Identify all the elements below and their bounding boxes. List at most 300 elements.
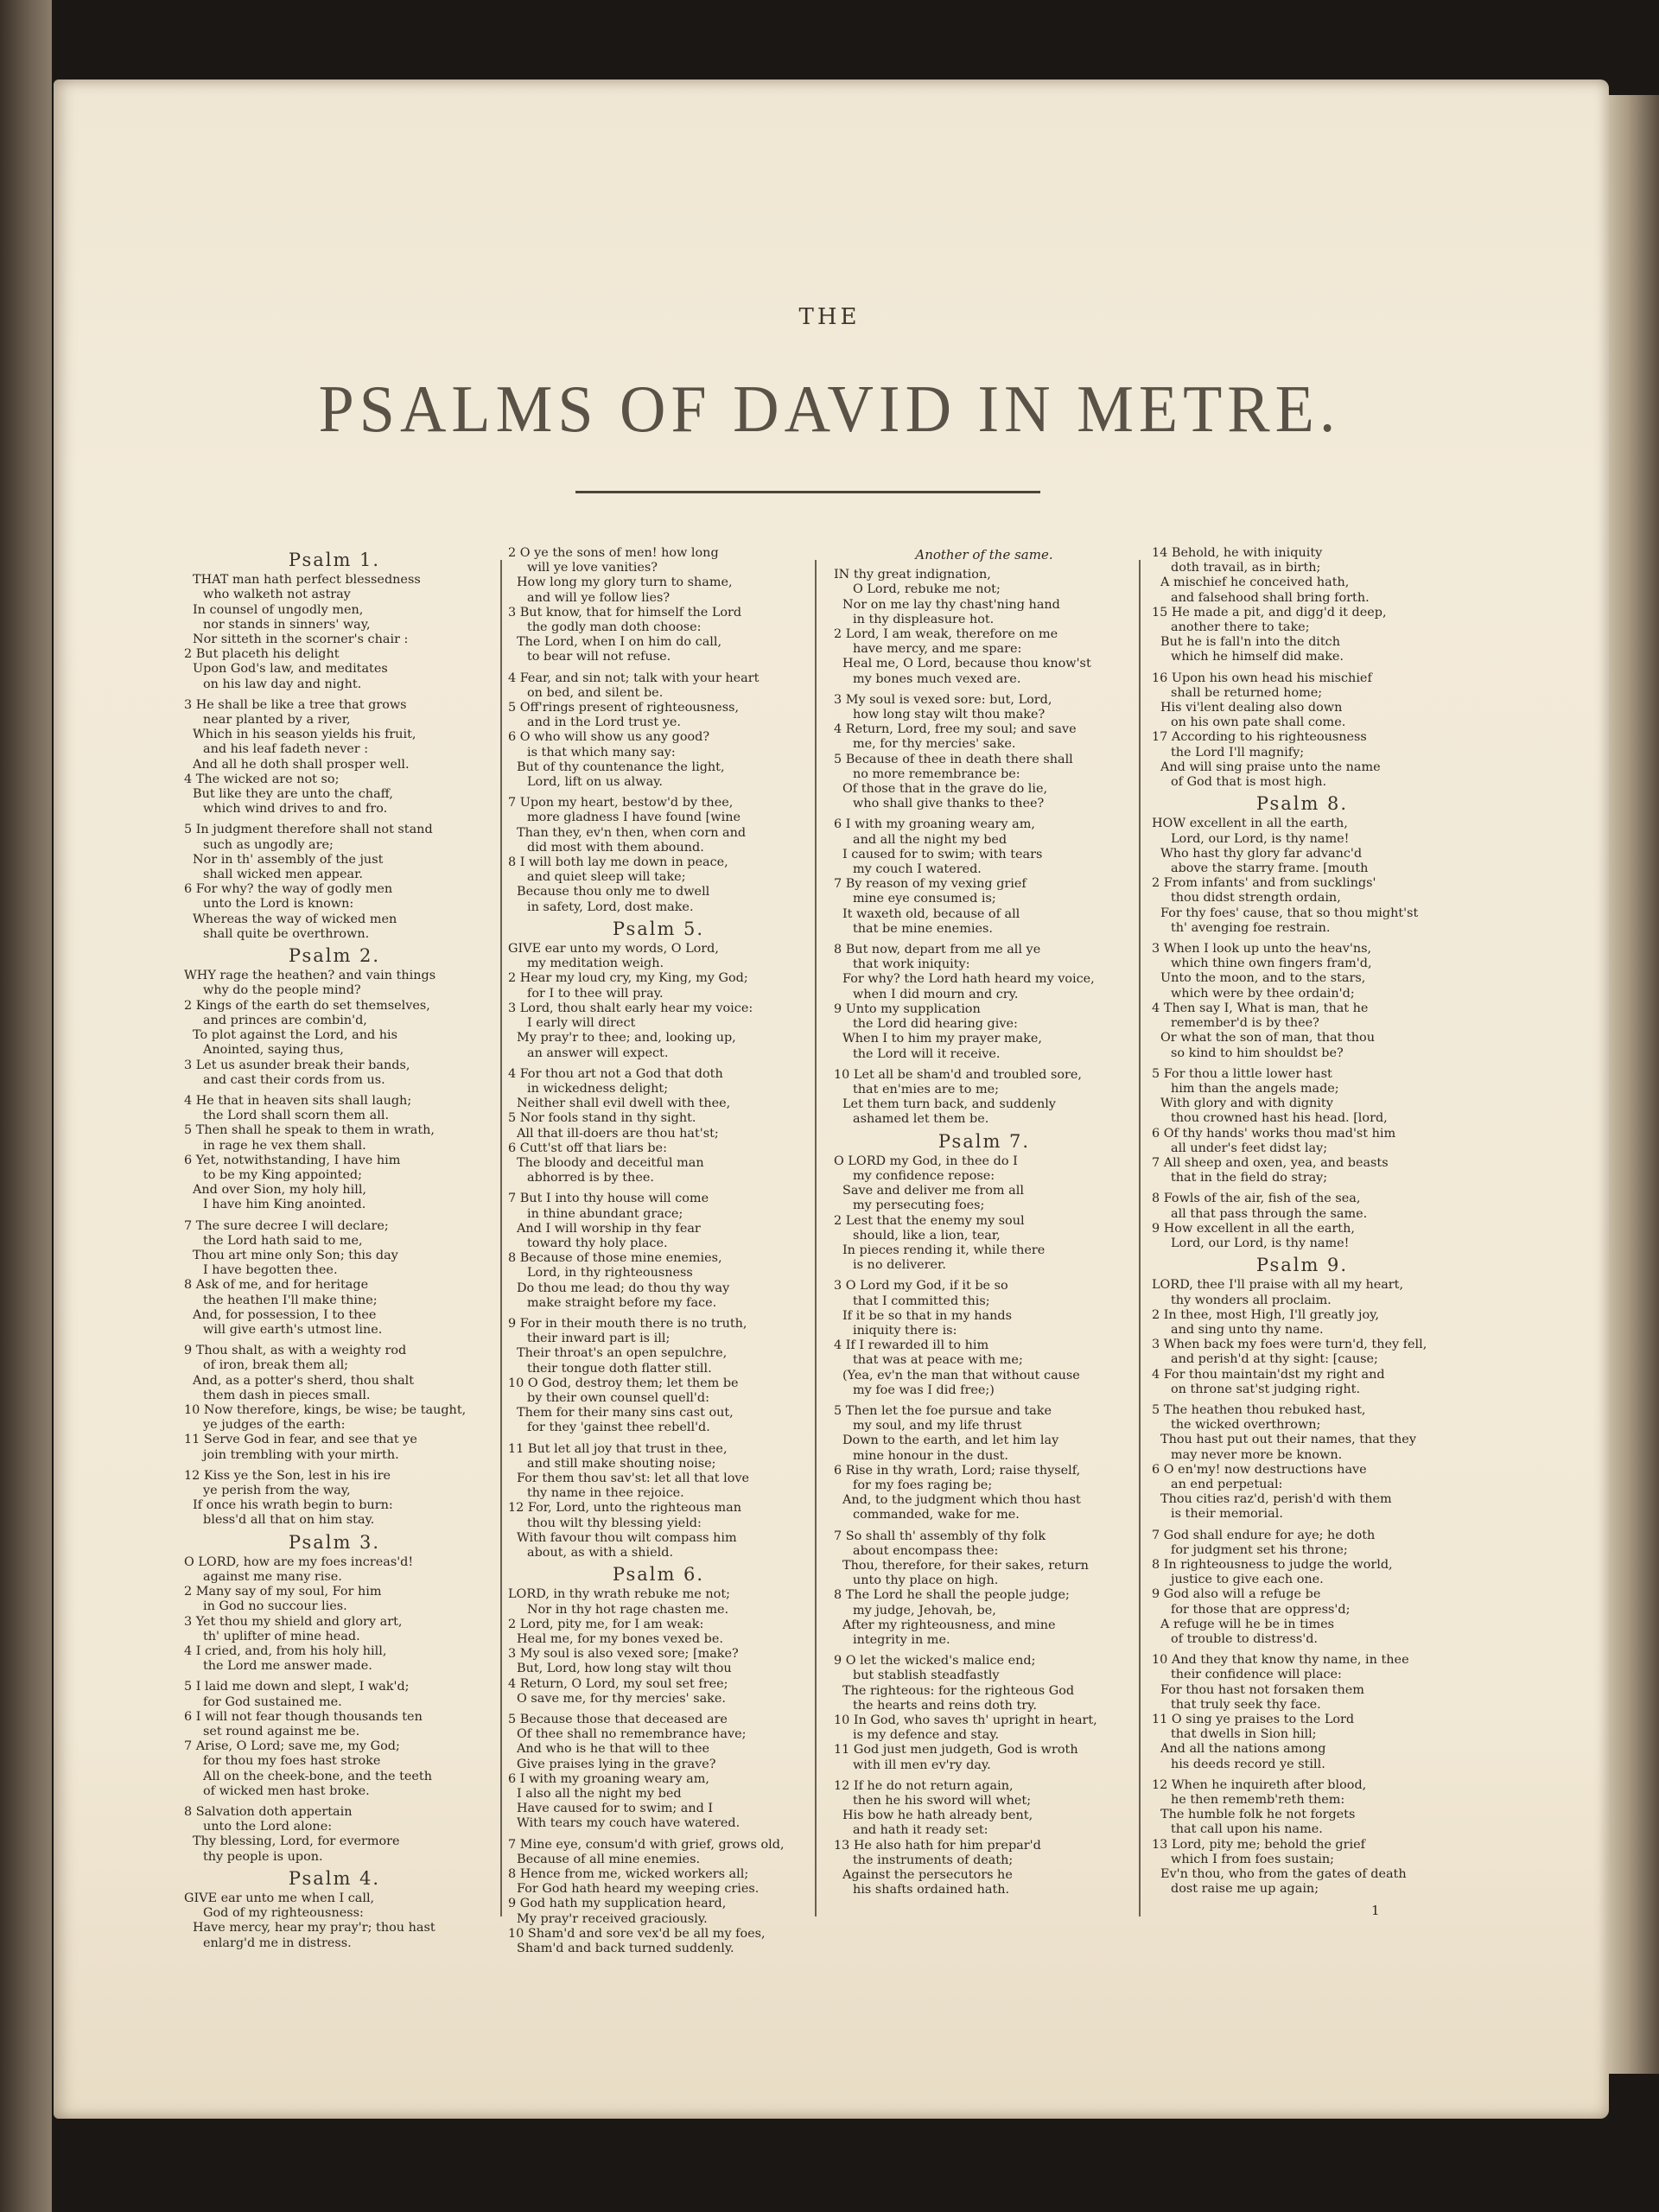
stanza bbox=[184, 573, 485, 692]
verse-line: And, for possession, I to thee bbox=[193, 1307, 377, 1322]
stanza bbox=[184, 1094, 485, 1213]
stanza bbox=[834, 943, 1135, 1062]
verse-line: With tears my couch have watered. bbox=[517, 1816, 741, 1831]
verse-line: 6 Of thy hands' works thou mad'st him bbox=[1152, 1126, 1396, 1141]
verse-line: 6 Yet, notwithstanding, I have him bbox=[184, 1153, 401, 1167]
verse-line: the Lord will it receive. bbox=[853, 1046, 1001, 1061]
stanza bbox=[834, 693, 1135, 812]
verse-line: above the starry frame. [mouth bbox=[1171, 861, 1369, 876]
verse-line: unto the Lord alone: bbox=[203, 1820, 333, 1834]
verse-line: 4 For thou maintain'dst my right and bbox=[1152, 1367, 1385, 1382]
psalm-heading: Psalm 6. bbox=[612, 1564, 705, 1586]
verse-line: A mischief he conceived hath, bbox=[1160, 575, 1350, 590]
verse-line: Save and deliver me from all bbox=[842, 1184, 1024, 1198]
verse-line: But he is fall'n into the ditch bbox=[1160, 635, 1340, 650]
verse-line: in wickedness delight; bbox=[527, 1081, 669, 1096]
stanza bbox=[508, 1317, 809, 1436]
verse-line: And, as a potter's sherd, thou shalt bbox=[193, 1373, 415, 1388]
verse-line: 3 My soul is vexed sore: but, Lord, bbox=[834, 692, 1052, 707]
verse-line: Because thou only me to dwell bbox=[517, 885, 710, 899]
verse-line: th' uplifter of mine head. bbox=[203, 1629, 360, 1643]
stanza bbox=[1152, 546, 1452, 665]
verse-line: Down to the earth, and let him lay bbox=[842, 1433, 1059, 1448]
verse-line: Have caused for to swim; and I bbox=[517, 1802, 714, 1816]
verse-line: that in the field do stray; bbox=[1171, 1171, 1328, 1185]
verse-line: 3 He shall be like a tree that grows bbox=[184, 697, 407, 712]
verse-line: the instruments of death; bbox=[853, 1853, 1014, 1867]
verse-line: their inward part is ill; bbox=[527, 1332, 671, 1346]
verse-line: Let them turn back, and suddenly bbox=[842, 1097, 1056, 1112]
verse-line: Thy blessing, Lord, for evermore bbox=[193, 1834, 400, 1849]
verse-line: by their own counsel quell'd: bbox=[527, 1390, 709, 1405]
verse-line: 6 Cutt'st off that liars be: bbox=[508, 1141, 667, 1155]
verse-line: did most with them abound. bbox=[527, 840, 704, 855]
verse-line: Do thou me lead; do thou thy way bbox=[517, 1281, 730, 1295]
verse-line: thy name in thee rejoice. bbox=[527, 1486, 684, 1501]
stanza bbox=[184, 1344, 485, 1463]
verse-line: the wicked overthrown; bbox=[1171, 1418, 1321, 1433]
verse-line: doth travail, as in birth; bbox=[1171, 561, 1321, 575]
verse-line: enlarg'd me in distress. bbox=[203, 1936, 352, 1950]
verse-line: And all he doth shall prosper well. bbox=[193, 757, 410, 772]
stanza bbox=[1152, 1778, 1452, 1897]
verse-line: Lord, our Lord, is thy name! bbox=[1171, 1236, 1350, 1250]
verse-line: 4 I cried, and, from his holy hill, bbox=[184, 1644, 387, 1659]
stanza bbox=[1152, 671, 1452, 791]
verse-line: of iron, break them all; bbox=[203, 1358, 349, 1373]
verse-line: 5 Because of thee in death there shall bbox=[834, 752, 1073, 766]
verse-line: 3 When I look up unto the heav'ns, bbox=[1152, 942, 1372, 957]
stanza bbox=[184, 698, 485, 817]
text-column-4 bbox=[1152, 546, 1452, 1929]
verse-line: 8 Ask of me, and for heritage bbox=[184, 1278, 369, 1293]
verse-line: the godly man doth choose: bbox=[527, 620, 702, 635]
stanza bbox=[184, 823, 485, 942]
verse-line: ashamed let them be. bbox=[853, 1112, 989, 1127]
verse-line: 11 But let all joy that trust in thee, bbox=[508, 1441, 728, 1456]
verse-line: their tongue doth flatter still. bbox=[527, 1361, 712, 1376]
verse-line: 7 God shall endure for aye; he doth bbox=[1152, 1528, 1376, 1542]
verse-line: LORD, thee I'll praise with all my heart, bbox=[1152, 1278, 1404, 1293]
verse-line: make straight before my face. bbox=[527, 1295, 717, 1310]
verse-line: 5 In judgment therefore shall not stand bbox=[184, 823, 433, 837]
stanza bbox=[184, 1555, 485, 1675]
verse-line: 10 O God, destroy them; let them be bbox=[508, 1376, 739, 1390]
verse-line: Which in his season yields his fruit, bbox=[193, 728, 416, 742]
verse-line: that was at peace with me; bbox=[853, 1353, 1023, 1368]
page-title: PSALMS OF DAVID IN METRE. bbox=[318, 372, 1341, 448]
verse-line: Nor sitteth in the scorner's chair : bbox=[193, 632, 409, 647]
verse-line: and still make shouting noise; bbox=[527, 1456, 716, 1471]
verse-line: on throne sat'st judging right. bbox=[1171, 1382, 1361, 1396]
verse-line: an end perpetual: bbox=[1171, 1477, 1283, 1491]
verse-line: 7 But I into thy house will come bbox=[508, 1192, 709, 1206]
verse-line: Because of all mine enemies. bbox=[517, 1852, 701, 1866]
verse-line: commanded, wake for me. bbox=[853, 1508, 1020, 1522]
stanza bbox=[508, 1442, 809, 1561]
verse-line: Nor on me lay thy chast'ning hand bbox=[842, 597, 1060, 612]
verse-line: 11 Serve God in fear, and see that ye bbox=[184, 1433, 417, 1447]
verse-line: th' avenging foe restrain. bbox=[1171, 920, 1331, 935]
psalm-heading: Psalm 3. bbox=[288, 1531, 381, 1553]
verse-line: his shafts ordained hath. bbox=[853, 1883, 1010, 1897]
verse-line: Whereas the way of wicked men bbox=[193, 912, 397, 926]
verse-line: My pray'r to thee; and, looking up, bbox=[517, 1031, 736, 1046]
verse-line: which he himself did make. bbox=[1171, 650, 1344, 664]
verse-line: my judge, Jehovah, be, bbox=[853, 1603, 996, 1618]
verse-line: Lord, our Lord, is thy name! bbox=[1171, 831, 1350, 846]
verse-line: The righteous: for the righteous God bbox=[842, 1683, 1075, 1698]
verse-line: ye judges of the earth: bbox=[203, 1418, 346, 1433]
verse-line: But like they are unto the chaff, bbox=[193, 787, 393, 802]
verse-line: my meditation weigh. bbox=[527, 957, 664, 971]
verse-line: Of thee shall no remembrance have; bbox=[517, 1727, 747, 1742]
stanza bbox=[508, 1067, 809, 1186]
verse-line: he then rememb'reth them: bbox=[1171, 1793, 1345, 1808]
verse-line: remember'd is by thee? bbox=[1171, 1016, 1319, 1031]
stanza bbox=[834, 1154, 1135, 1274]
verse-line: my couch I watered. bbox=[853, 862, 982, 877]
verse-line: thou crowned hast his head. [lord, bbox=[1171, 1111, 1388, 1126]
verse-line: 9 God hath my supplication heard, bbox=[508, 1897, 727, 1911]
verse-line: justice to give each one. bbox=[1171, 1573, 1324, 1587]
verse-line: 12 Kiss ye the Son, lest in his ire bbox=[184, 1468, 391, 1483]
verse-line: the Lord shall scorn them all. bbox=[203, 1109, 390, 1123]
verse-line: 17 According to his righteousness bbox=[1152, 730, 1367, 745]
stanza bbox=[508, 1587, 809, 1707]
stanza bbox=[834, 1779, 1135, 1898]
verse-line: for my foes raging be; bbox=[853, 1478, 993, 1492]
verse-line: Sham'd and back turned suddenly. bbox=[517, 1942, 734, 1956]
verse-line: Them for their many sins cast out, bbox=[517, 1406, 734, 1421]
verse-line: All that ill-doers are thou hat'st; bbox=[517, 1126, 719, 1141]
verse-line: my bones much vexed are. bbox=[853, 671, 1021, 686]
stanza bbox=[508, 1713, 809, 1832]
verse-line: who walketh not astray bbox=[203, 588, 351, 602]
verse-line: To plot against the Lord, and his bbox=[193, 1028, 398, 1043]
verse-line: 5 For thou a little lower hast bbox=[1152, 1066, 1332, 1081]
verse-line: for they 'gainst thee rebell'd. bbox=[527, 1421, 710, 1435]
psalm-heading: Psalm 4. bbox=[288, 1867, 381, 1889]
verse-line: The Lord, when I on him do call, bbox=[517, 635, 722, 650]
verse-line: the heathen I'll make thine; bbox=[203, 1293, 378, 1307]
verse-line: 4 For thou art not a God that doth bbox=[508, 1066, 723, 1081]
stanza bbox=[508, 942, 809, 1061]
verse-line: 12 For, Lord, unto the righteous man bbox=[508, 1501, 741, 1516]
verse-line: and will ye follow lies? bbox=[527, 590, 671, 605]
page-number: 1 bbox=[1371, 1903, 1380, 1918]
verse-line: 2 Lord, pity me, for I am weak: bbox=[508, 1617, 704, 1631]
verse-line: and quiet sleep will take; bbox=[527, 870, 686, 885]
verse-line: O save me, for thy mercies' sake. bbox=[517, 1691, 726, 1706]
stanza bbox=[508, 1838, 809, 1957]
verse-line: 7 Mine eye, consum'd with grief, grows old, bbox=[508, 1837, 785, 1852]
verse-line: 9 For in their mouth there is no truth, bbox=[508, 1316, 747, 1331]
verse-line: why do the people mind? bbox=[203, 983, 361, 998]
verse-line: 2 O ye the sons of men! how long bbox=[508, 546, 719, 560]
verse-line: If once his wrath begin to burn: bbox=[193, 1498, 393, 1513]
verse-line: 13 He also hath for him prepar'd bbox=[834, 1838, 1041, 1853]
stanza bbox=[1152, 817, 1452, 936]
verse-line: Have mercy, hear my pray'r; thou hast bbox=[193, 1921, 435, 1936]
verse-line: 8 But now, depart from me all ye bbox=[834, 943, 1041, 957]
verse-line: 5 Nor fools stand in thy sight. bbox=[508, 1111, 696, 1126]
stanza bbox=[508, 546, 809, 665]
verse-line: 14 Behold, he with iniquity bbox=[1152, 546, 1323, 560]
verse-line: For God hath heard my weeping cries. bbox=[517, 1882, 760, 1897]
verse-line: 13 Lord, pity me; behold the grief bbox=[1152, 1837, 1365, 1852]
title-article: THE bbox=[798, 304, 861, 330]
verse-line: is that which many say: bbox=[527, 745, 676, 760]
verse-line: thy wonders all proclaim. bbox=[1171, 1293, 1332, 1307]
psalm-heading: Psalm 1. bbox=[288, 550, 381, 570]
verse-line: unto thy place on high. bbox=[853, 1573, 999, 1588]
verse-line: the Lord me answer made. bbox=[203, 1659, 372, 1674]
verse-line: my foe was I did free;) bbox=[853, 1382, 995, 1397]
verse-line: 8 The Lord he shall the people judge; bbox=[834, 1588, 1070, 1603]
verse-line: on his law day and night. bbox=[203, 677, 362, 691]
verse-line: Lord, lift on us alway. bbox=[527, 775, 663, 790]
text-column-1 bbox=[184, 546, 485, 1950]
verse-line: in safety, Lord, dost make. bbox=[527, 899, 694, 914]
verse-line: In counsel of ungodly men, bbox=[193, 602, 364, 617]
verse-line: Or what the son of man, that thou bbox=[1160, 1031, 1375, 1046]
verse-line: 6 O en'my! now destructions have bbox=[1152, 1462, 1367, 1477]
verse-line: But of thy countenance the light, bbox=[517, 760, 725, 774]
stanza bbox=[184, 1805, 485, 1865]
verse-line: Unto the moon, and to the stars, bbox=[1160, 971, 1366, 986]
verse-line: in thine abundant grace; bbox=[527, 1206, 683, 1221]
verse-line: 5 I laid me down and slept, I wak'd; bbox=[184, 1680, 410, 1694]
verse-line: O Lord, rebuke me not; bbox=[853, 582, 1001, 597]
verse-line: His bow he hath already bent, bbox=[842, 1808, 1033, 1823]
verse-line: And I will worship in thy fear bbox=[517, 1221, 701, 1236]
verse-line: on bed, and silent be. bbox=[527, 685, 664, 700]
book-left-edge bbox=[0, 0, 52, 2212]
verse-line: HOW excellent in all the earth, bbox=[1152, 817, 1348, 831]
verse-line: It waxeth old, because of all bbox=[842, 906, 1020, 921]
verse-line: 8 In righteousness to judge the world, bbox=[1152, 1558, 1393, 1572]
verse-line: my soul, and my life thrust bbox=[853, 1419, 1022, 1433]
verse-line: 5 Then shall he speak to them in wrath, bbox=[184, 1123, 435, 1138]
verse-line: 9 Unto my supplication bbox=[834, 1001, 981, 1016]
verse-line: Heal me, for my bones vexed be. bbox=[517, 1632, 723, 1647]
verse-line: will give earth's utmost line. bbox=[203, 1322, 383, 1337]
verse-line: my confidence repose: bbox=[853, 1168, 995, 1183]
verse-line: all under's feet didst lay; bbox=[1171, 1141, 1328, 1155]
verse-line: 3 Yet thou my shield and glory art, bbox=[184, 1614, 403, 1629]
verse-line: bless'd all that on him stay. bbox=[203, 1513, 375, 1528]
verse-line: How long my glory turn to shame, bbox=[517, 575, 733, 590]
verse-line: 8 I will both lay me down in peace, bbox=[508, 855, 728, 870]
stanza bbox=[508, 796, 809, 915]
verse-line: that truly seek thy face. bbox=[1171, 1697, 1321, 1712]
verse-line: 2 Many say of my soul, For him bbox=[184, 1585, 382, 1599]
column-divider bbox=[815, 560, 817, 1916]
verse-line: iniquity there is: bbox=[853, 1323, 957, 1338]
verse-line: Ev'n thou, who from the gates of death bbox=[1160, 1867, 1407, 1882]
verse-line: And, to the judgment which thou hast bbox=[842, 1493, 1081, 1508]
verse-line: 4 He that in heaven sits shall laugh; bbox=[184, 1093, 412, 1108]
verse-line: thy people is upon. bbox=[203, 1849, 323, 1864]
verse-line: 12 If he do not return again, bbox=[834, 1778, 1014, 1793]
verse-line: 9 How excellent in all the earth, bbox=[1152, 1221, 1355, 1236]
stanza bbox=[1152, 942, 1452, 1061]
verse-line: shall wicked men appear. bbox=[203, 868, 363, 882]
stanza bbox=[1152, 1067, 1452, 1186]
verse-line: 3 But know, that for himself the Lord bbox=[508, 605, 742, 620]
verse-line: mine eye consumed is; bbox=[853, 892, 996, 906]
verse-line: God of my righteousness: bbox=[203, 1906, 364, 1921]
verse-line: toward thy holy place. bbox=[527, 1236, 668, 1250]
psalm-heading: Psalm 2. bbox=[288, 945, 381, 967]
verse-line: 4 Then say I, What is man, that he bbox=[1152, 1001, 1369, 1015]
verse-line: an answer will expect. bbox=[527, 1046, 669, 1060]
column-divider bbox=[1139, 560, 1141, 1916]
verse-line: When I to him my prayer make, bbox=[842, 1032, 1042, 1046]
stanza bbox=[508, 1192, 809, 1311]
verse-line: WHY rage the heathen? and vain things bbox=[184, 969, 436, 983]
verse-line: and cast their cords from us. bbox=[203, 1072, 385, 1087]
verse-line: 12 When he inquireth after blood, bbox=[1152, 1777, 1367, 1792]
verse-line: is no deliverer. bbox=[853, 1258, 946, 1273]
verse-line: me, for thy mercies' sake. bbox=[853, 737, 1016, 752]
verse-line: how long stay wilt thou make? bbox=[853, 708, 1046, 722]
verse-line: about encompass thee: bbox=[853, 1543, 999, 1558]
verse-line: 8 Hence from me, wicked workers all; bbox=[508, 1867, 749, 1882]
verse-line: unto the Lord is known: bbox=[203, 897, 354, 912]
verse-line: 9 O let the wicked's malice end; bbox=[834, 1654, 1036, 1669]
verse-line: mine honour in the dust. bbox=[853, 1448, 1009, 1463]
verse-line: 10 In God, who saves th' upright in heart, bbox=[834, 1713, 1097, 1728]
verse-line: If it be so that in my hands bbox=[842, 1308, 1012, 1323]
verse-line: set round against me be. bbox=[203, 1725, 360, 1739]
verse-line: Nor in thy hot rage chasten me. bbox=[527, 1602, 729, 1617]
verse-line: LORD, in thy wrath rebuke me not; bbox=[508, 1587, 730, 1602]
verse-line: the hearts and reins doth try. bbox=[853, 1698, 1037, 1713]
verse-line: shall be returned home; bbox=[1171, 685, 1323, 700]
verse-line: that work iniquity: bbox=[853, 957, 970, 972]
verse-line: 7 By reason of my vexing grief bbox=[834, 877, 1027, 892]
verse-line: 10 And they that know thy name, in thee bbox=[1152, 1653, 1409, 1668]
verse-line: 6 For why? the way of godly men bbox=[184, 882, 393, 897]
verse-line: in God no succour lies. bbox=[203, 1599, 347, 1614]
text-column-2 bbox=[508, 546, 809, 1956]
verse-line: all that pass through the same. bbox=[1171, 1206, 1368, 1221]
verse-line: more gladness I have found [wine bbox=[527, 810, 741, 825]
verse-line: him than the angels made; bbox=[1171, 1081, 1339, 1096]
verse-line: 7 Upon my heart, bestow'd by thee, bbox=[508, 796, 734, 810]
verse-line: 15 He made a pit, and digg'd it deep, bbox=[1152, 605, 1387, 620]
stanza bbox=[1152, 1653, 1452, 1772]
verse-line: The bloody and deceitful man bbox=[517, 1155, 704, 1170]
verse-line: With favour thou wilt compass him bbox=[517, 1530, 737, 1545]
verse-line: that I committed this; bbox=[853, 1294, 990, 1308]
verse-line: 4 Fear, and sin not; talk with your heart bbox=[508, 671, 760, 685]
verse-line: 3 Lord, thou shalt early hear my voice: bbox=[508, 1001, 753, 1015]
verse-line: With glory and with dignity bbox=[1160, 1096, 1333, 1111]
verse-line: 4 Return, Lord, free my soul; and save bbox=[834, 722, 1077, 737]
verse-line: 2 Lord, I am weak, therefore on me bbox=[834, 627, 1058, 642]
verse-line: the Lord I'll magnify; bbox=[1171, 745, 1305, 760]
stanza bbox=[1152, 1529, 1452, 1648]
verse-line: For why? the Lord hath heard my voice, bbox=[842, 972, 1095, 987]
verse-line: I have begotten thee. bbox=[203, 1263, 338, 1278]
verse-line: ye perish from the way, bbox=[203, 1483, 351, 1497]
verse-line: I caused for to swim; with tears bbox=[842, 847, 1043, 861]
psalm-heading: Psalm 9. bbox=[1255, 1255, 1349, 1276]
verse-line: 2 From infants' and from sucklings' bbox=[1152, 876, 1376, 891]
verse-line: is my defence and stay. bbox=[853, 1728, 1000, 1743]
verse-line: then he his sword will whet; bbox=[853, 1794, 1032, 1808]
verse-line: 2 Hear my loud cry, my King, my God; bbox=[508, 971, 748, 986]
verse-line: 5 Off'rings present of righteousness, bbox=[508, 701, 740, 715]
verse-line: thou didst strength ordain, bbox=[1171, 891, 1341, 906]
verse-line: IN thy great indignation, bbox=[834, 568, 991, 582]
verse-line: O LORD, how are my foes increas'd! bbox=[184, 1554, 414, 1569]
verse-line: and hath it ready set: bbox=[853, 1823, 988, 1838]
verse-line: about, as with a shield. bbox=[527, 1546, 674, 1560]
verse-line: 5 Then let the foe pursue and take bbox=[834, 1403, 1052, 1418]
verse-line: and perish'd at thy sight: [cause; bbox=[1171, 1352, 1378, 1367]
verse-line: dost raise me up again; bbox=[1171, 1882, 1319, 1897]
verse-line: join trembling with your mirth. bbox=[203, 1447, 399, 1462]
stanza bbox=[184, 1469, 485, 1529]
verse-line: 2 Lest that the enemy my soul bbox=[834, 1213, 1025, 1228]
verse-line: 8 Because of those mine enemies, bbox=[508, 1251, 722, 1266]
verse-line: which I from foes sustain; bbox=[1171, 1852, 1335, 1866]
verse-line: I also all the night my bed bbox=[517, 1787, 682, 1802]
verse-line: 11 O sing ye praises to the Lord bbox=[1152, 1713, 1355, 1727]
verse-line: no more remembrance be: bbox=[853, 766, 1020, 781]
verse-line: 3 My soul is also vexed sore; [make? bbox=[508, 1647, 739, 1662]
verse-line: Than they, ev'n then, when corn and bbox=[517, 825, 747, 840]
verse-line: 3 When back my foes were turn'd, they fell, bbox=[1152, 1338, 1427, 1352]
verse-line: who shall give thanks to thee? bbox=[853, 797, 1045, 811]
verse-line: shall quite be overthrown. bbox=[203, 926, 370, 941]
verse-line: In pieces rending it, while there bbox=[842, 1243, 1046, 1257]
verse-line: (Yea, ev'n the man that without cause bbox=[842, 1368, 1080, 1382]
stanza bbox=[184, 1680, 485, 1799]
verse-line: 6 Rise in thy wrath, Lord; raise thyself, bbox=[834, 1463, 1081, 1478]
verse-line: and falsehood shall bring forth. bbox=[1171, 590, 1370, 605]
verse-line: 11 God just men judgeth, God is wroth bbox=[834, 1743, 1078, 1758]
verse-line: Lord, in thy righteousness bbox=[527, 1266, 693, 1281]
verse-line: the Lord did hearing give: bbox=[853, 1017, 1018, 1032]
verse-line: A refuge will he be in times bbox=[1160, 1617, 1334, 1631]
verse-line: is their memorial. bbox=[1171, 1507, 1283, 1522]
stanza bbox=[184, 969, 485, 1088]
verse-line: that call upon his name. bbox=[1171, 1822, 1323, 1837]
psalm-heading: Psalm 5. bbox=[612, 918, 705, 939]
verse-line: my persecuting foes; bbox=[853, 1198, 985, 1213]
column-divider bbox=[500, 560, 502, 1916]
verse-line: Thou, therefore, for their sakes, return bbox=[842, 1559, 1089, 1573]
verse-line: have mercy, and me spare: bbox=[853, 642, 1022, 657]
verse-line: to bear will not refuse. bbox=[527, 650, 671, 664]
verse-line: Who hast thy glory far advanc'd bbox=[1160, 846, 1363, 861]
stanza bbox=[834, 1068, 1135, 1128]
verse-line: 9 God also will a refuge be bbox=[1152, 1587, 1321, 1602]
verse-line: so kind to him shouldst be? bbox=[1171, 1046, 1344, 1060]
verse-line: Upon God's law, and meditates bbox=[193, 662, 388, 677]
verse-line: which wind drives to and fro. bbox=[203, 802, 388, 817]
verse-line: 4 If I rewarded ill to him bbox=[834, 1338, 989, 1353]
verse-line: 3 O Lord my God, if it be so bbox=[834, 1279, 1008, 1294]
verse-line: his deeds record ye still. bbox=[1171, 1757, 1325, 1771]
verse-line: the Lord hath said to me, bbox=[203, 1233, 363, 1248]
verse-line: against me many rise. bbox=[203, 1570, 342, 1584]
